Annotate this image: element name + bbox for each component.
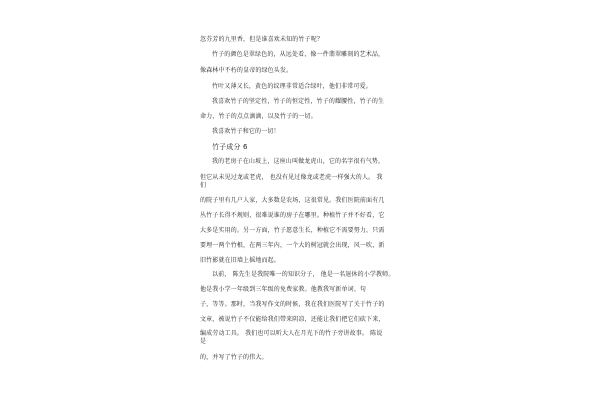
text-line: 我喜欢竹子和它的一切！ — [212, 128, 280, 135]
text-line: 的，并写了竹子的伟大。 — [200, 354, 268, 361]
text-line: 子，等等。那时，当我写作文的时候，我在我们医院写了关于竹子的 — [200, 301, 385, 308]
text-line: 但它从未见过龙或老虎， 也没有见过像龙或老虎一样强大的人。 我 — [200, 174, 383, 181]
text-line: 大多是实用的。另一方面，竹子愿意生长，种植它不需要努力，只需 — [200, 227, 385, 234]
text-line: 们 — [200, 182, 207, 189]
text-line: 以前， 陈先生是我院唯一的知识分子， 他是一名退休的小学教师。 — [212, 271, 395, 278]
text-line: 丛竹子长得不规则，很难说谁的房子在哪里。种植竹子并不好看，它 — [200, 212, 385, 219]
text-line: 编成劳动工具。 我们也可以听大人在月光下的竹子旁讲故事。 陈说 — [200, 330, 383, 337]
text-line: 我喜欢竹子的坚定性，竹子的恒定性，竹子的耀腰性，竹子的生 — [212, 98, 385, 105]
text-line: 文章，被说竹子不仅能给我们带来阴凉，还能让我们把它们砍下来， — [200, 316, 385, 323]
text-line: 旧竹影就在旧墙上摇地而起。 — [200, 257, 280, 264]
text-line: 我的老房子在山坡上，这座山叫做龙虎山，它的名字很有气势， — [212, 158, 385, 165]
text-line: 竹叶又薄又长，黄色的纹理非常适合绿叶，他们非常可爱。 — [212, 83, 372, 90]
text-line: 要埋一两个竹根，在两三年内，一个大的树冠就会出现，风一吹，新 — [200, 242, 385, 249]
text-line: 的院子里有几户人家，大多数是农场，这很常见。我们医院前面有几 — [200, 197, 385, 204]
text-line: 忽芬芳的九里香，但是谁喜欢未知的竹子呢？ — [200, 36, 324, 43]
text-line: 他是我小学一年级到三年级的免费家教。他教我写新单词、句 — [200, 286, 367, 293]
section-heading: 竹子成分 6 — [212, 143, 248, 151]
text-line: 命力，竹子的点点滴滴，以及竹子的一切。 — [200, 113, 317, 120]
text-line: 竹子的颜色是翠绿色的，从远处看，像一件翡翠雕刻的艺术品， — [212, 51, 385, 58]
text-line: 像森林中不朽的皇帝的绿色头发。 — [200, 67, 293, 74]
text-line: 是 — [200, 338, 207, 345]
